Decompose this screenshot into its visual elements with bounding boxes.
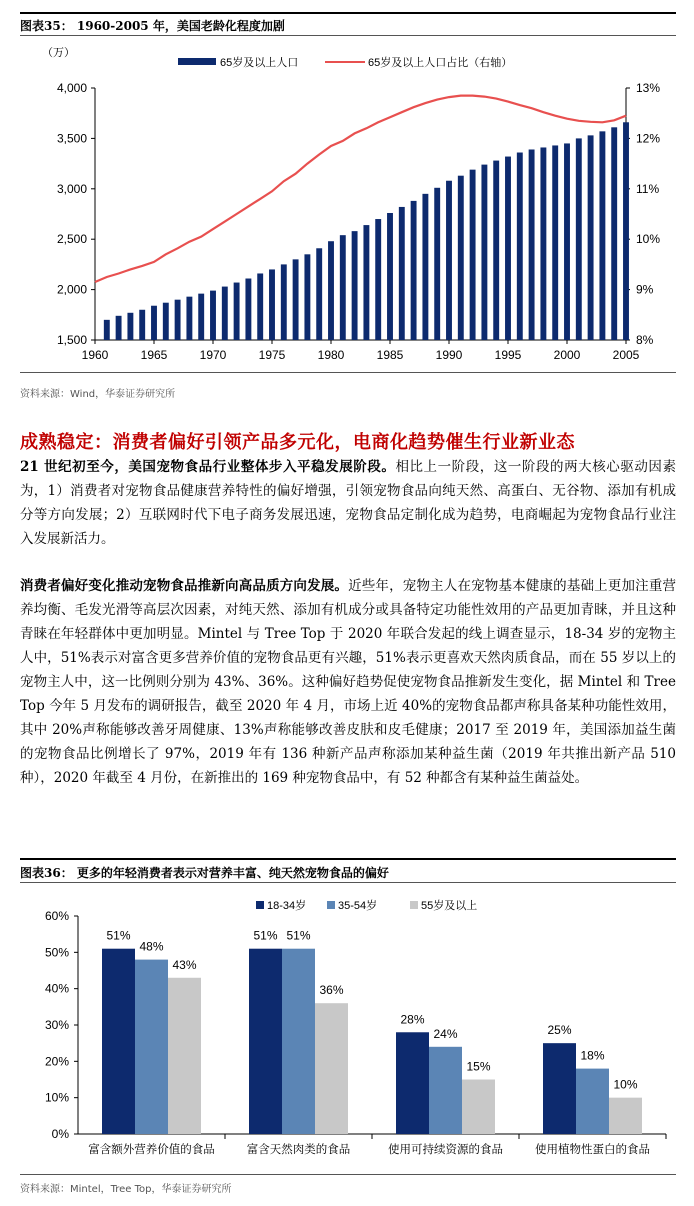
bar-data-label: 24% xyxy=(433,1026,458,1041)
bar-1 xyxy=(543,1043,576,1134)
category-label: 使用可持续资源的食品 xyxy=(388,1144,503,1156)
population-bar xyxy=(588,135,594,340)
paragraph-1 xyxy=(20,455,676,551)
figure36-title-rule xyxy=(20,882,676,883)
population-bar xyxy=(293,259,299,340)
bar-data-label: 36% xyxy=(319,983,344,998)
bar-data-label: 28% xyxy=(400,1012,425,1027)
section-heading: 成熟稳定：消费者偏好引领产品多元化，电商化趋势催生行业新业态 xyxy=(20,432,575,453)
paragraph-1-body: 相比上一阶段，这一阶段的两大核心驱动因素为，1）消费者对宠物食品健康营养特性的偏好增强，引领宠物食品向纯天然、高蛋白、无谷物、添加有机成分等方向发展；2）互联网时代下电子商务发展迅速，宠物食品定制化成为趋势，电商崛起为宠物食品行业注入发展新活力。 xyxy=(20,459,676,547)
population-bar xyxy=(340,235,346,340)
x-axis-tick-label: 1990 xyxy=(435,348,463,362)
right-axis-tick-label: 9% xyxy=(636,282,654,297)
population-bar xyxy=(446,181,452,340)
population-bar xyxy=(257,273,263,340)
population-bar xyxy=(552,145,558,340)
x-axis-tick-label: 1960 xyxy=(81,348,109,362)
y-axis-tick-label: 10% xyxy=(44,1090,69,1105)
population-bar xyxy=(564,143,570,340)
y-axis-tick-label: 20% xyxy=(44,1054,69,1069)
population-bar xyxy=(540,147,546,340)
legend-line-label: 65岁及以上人口占比（右轴） xyxy=(368,57,513,69)
population-bar xyxy=(127,313,133,340)
left-axis-unit: （万） xyxy=(42,47,75,59)
left-axis-tick-label: 3,000 xyxy=(56,181,87,196)
bar-data-label: 18% xyxy=(580,1048,605,1063)
legend-label-2: 35-54岁 xyxy=(338,900,378,912)
population-bar xyxy=(434,188,440,340)
figure35-title: 图表35： 1960-2005 年，美国老龄化程度加剧 xyxy=(20,19,285,33)
figure35-source: 资料来源：Wind，华泰证券研究所 xyxy=(20,389,176,400)
bar-2 xyxy=(576,1069,609,1134)
population-bar xyxy=(210,291,216,340)
x-axis-tick-label: 1970 xyxy=(199,348,227,362)
population-bar xyxy=(163,303,169,340)
right-axis-tick-label: 10% xyxy=(636,232,661,247)
population-bar xyxy=(175,300,181,340)
left-axis-tick-label: 1,500 xyxy=(56,333,87,347)
bar-3 xyxy=(609,1098,642,1134)
paragraph-2-lead: 消费者偏好变化推动宠物食品推新向高品质方向发展。 xyxy=(20,578,349,594)
x-axis-tick-label: 1995 xyxy=(494,348,522,362)
category-label: 富含天然肉类的食品 xyxy=(246,1144,351,1156)
population-bar xyxy=(186,297,192,340)
x-axis-tick-label: 1975 xyxy=(258,348,286,362)
population-bar xyxy=(116,316,122,340)
population-bar xyxy=(399,207,405,340)
figure36-title: 图表36： 更多的年轻消费者表示对营养丰富、纯天然宠物食品的偏好 xyxy=(20,866,389,880)
category-label: 富含额外营养价值的食品 xyxy=(88,1144,215,1156)
paragraph-1-lead: 21 世纪初至今，美国宠物食品行业整体步入平稳发展阶段。 xyxy=(20,459,396,475)
population-bar xyxy=(151,306,157,340)
right-axis-tick-label: 11% xyxy=(636,181,660,196)
bar-data-label: 48% xyxy=(139,939,164,954)
bar-data-label: 51% xyxy=(286,928,311,943)
bar-1 xyxy=(102,949,135,1134)
population-bar xyxy=(104,320,110,340)
legend-swatch-3 xyxy=(410,901,418,909)
right-axis-tick-label: 8% xyxy=(636,333,654,347)
population-bar xyxy=(517,153,523,340)
population-bar xyxy=(281,264,287,340)
left-axis-tick-label: 4,000 xyxy=(56,81,87,95)
bar-2 xyxy=(135,960,168,1134)
population-bar xyxy=(234,283,240,340)
bar-3 xyxy=(462,1080,495,1135)
x-axis-tick-label: 1980 xyxy=(317,348,345,362)
y-axis-tick-label: 50% xyxy=(44,945,69,960)
left-axis-tick-label: 3,500 xyxy=(56,131,87,146)
population-bar xyxy=(245,279,251,340)
legend-swatch-1 xyxy=(256,901,264,909)
population-bar xyxy=(422,194,428,340)
figure35-title-rule xyxy=(20,35,676,36)
y-axis-tick-label: 0% xyxy=(51,1127,69,1141)
bar-data-label: 10% xyxy=(613,1077,638,1092)
population-bar xyxy=(316,248,322,340)
population-bar xyxy=(375,219,381,340)
bar-1 xyxy=(249,949,282,1134)
population-bar xyxy=(222,287,228,340)
figure36-source: 资料来源：Mintel，Tree Top，华泰证券研究所 xyxy=(20,1184,232,1195)
population-bar xyxy=(623,122,629,340)
left-axis-tick-label: 2,000 xyxy=(56,282,87,297)
population-bar xyxy=(493,161,499,340)
figure35-top-rule xyxy=(20,12,676,14)
left-axis-tick-label: 2,500 xyxy=(56,232,87,247)
bar-data-label: 51% xyxy=(253,928,278,943)
bar-2 xyxy=(282,949,315,1134)
y-axis-tick-label: 30% xyxy=(44,1018,69,1032)
bar-data-label: 51% xyxy=(106,928,131,943)
population-bar xyxy=(139,310,145,340)
population-bar xyxy=(599,131,605,340)
paragraph-2 xyxy=(20,574,676,790)
figure35-bottom-rule xyxy=(20,372,676,373)
population-bar xyxy=(198,294,204,340)
bar-3 xyxy=(315,1003,348,1134)
bar-2 xyxy=(429,1047,462,1134)
population-bar xyxy=(576,138,582,340)
population-bar xyxy=(269,269,275,340)
population-bar xyxy=(458,176,464,340)
y-axis-tick-label: 60% xyxy=(44,909,69,923)
y-axis-tick-label: 40% xyxy=(44,981,69,996)
bar-data-label: 15% xyxy=(466,1059,491,1074)
figure36-top-rule xyxy=(20,858,676,860)
right-axis-tick-label: 13% xyxy=(636,81,661,95)
bar-data-label: 43% xyxy=(172,957,197,972)
population-bar xyxy=(505,157,511,340)
legend-bar-swatch xyxy=(178,58,216,65)
population-bar xyxy=(387,213,393,340)
legend-swatch-2 xyxy=(327,901,335,909)
x-axis-tick-label: 1985 xyxy=(376,348,404,362)
x-axis-tick-label: 2000 xyxy=(553,348,581,362)
category-label: 使用植物性蛋白的食品 xyxy=(535,1144,650,1156)
legend-bar-label: 65岁及以上人口 xyxy=(220,57,299,69)
bar-data-label: 25% xyxy=(547,1023,572,1038)
right-axis-tick-label: 12% xyxy=(636,131,661,146)
population-bar xyxy=(352,231,358,340)
bar-3 xyxy=(168,978,201,1134)
population-bar xyxy=(411,201,417,340)
population-bar xyxy=(611,127,617,340)
legend-label-1: 18-34岁 xyxy=(267,900,307,912)
x-axis-tick-label: 2005 xyxy=(612,348,640,362)
population-bar xyxy=(470,170,476,340)
pet-food-preference-chart xyxy=(20,886,676,1172)
aging-population-chart xyxy=(20,38,676,368)
legend-label-3: 55岁及以上 xyxy=(421,900,478,912)
x-axis-tick-label: 1965 xyxy=(140,348,168,362)
paragraph-2-body: 近些年，宠物主人在宠物基本健康的基础上更加注重营养均衡、毛发光滑等高层次因素，对纯天然、添加有机成分或具备特定功能性效用的产品更加青睐，并且这种青睐在年轻群体中更加明显。Mintel 与 Tree Top 于 2020 年联合发起的线上调查显示，18-34 岁的宠物主人中，51%表示对富含更多营养价值的宠物食品更有兴趣，51%表示更喜欢天然肉质食品，而在 55 岁以上的宠物主人中，这一比例则分别为 43%、36%。这种偏好趋势促使宠物食品推新发生变化，据 Mintel 和 Tree Top 今年 5 月发布的调研报告，截至 2020 年 4 月，市场上近 40%的宠物食品都声称具备某种功能性效用，其中 20%声称能够改善牙周健康、13%声称能够改善皮肤和皮毛健康；2017 至 2019 年，美国添加益生菌的宠物食品比例增长了 97%，2019 年有 136 种新产品声称添加某种益生菌（2019 年共推出新产品 510 种），2020 年截至 4 月份，在新推出的 169 种宠物食品中，有 52 种都含有某种益生菌益处。 xyxy=(20,578,677,786)
population-bar xyxy=(363,225,369,340)
population-bar xyxy=(529,149,535,340)
figure36-bottom-rule xyxy=(20,1174,676,1175)
population-bar xyxy=(481,165,487,340)
population-bar xyxy=(328,241,334,340)
bar-1 xyxy=(396,1032,429,1134)
population-bar xyxy=(304,254,310,340)
